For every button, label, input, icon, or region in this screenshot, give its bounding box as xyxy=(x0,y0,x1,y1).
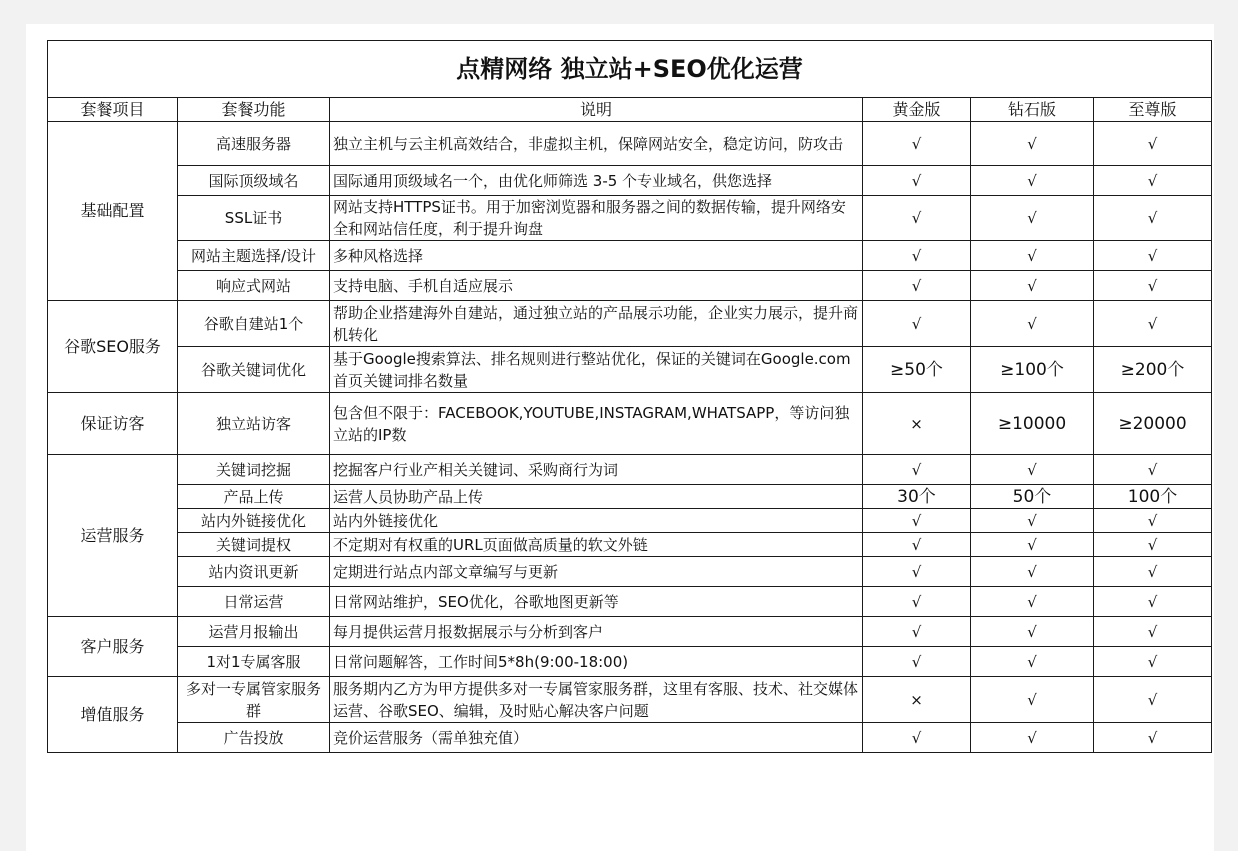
table-row xyxy=(48,241,1212,271)
feature-cell: 关键词提权 xyxy=(178,533,330,557)
table-row xyxy=(48,533,1212,557)
gold-cell: √ xyxy=(863,271,971,301)
category-basic: 基础配置 xyxy=(48,122,178,301)
header-package-feature: 套餐功能 xyxy=(178,98,330,122)
supreme-cell: √ xyxy=(1094,509,1212,533)
feature-cell: 高速服务器 xyxy=(178,122,330,166)
diamond-cell: √ xyxy=(971,122,1094,166)
diamond-cell: √ xyxy=(971,301,1094,347)
supreme-cell: √ xyxy=(1094,455,1212,485)
table-row xyxy=(48,723,1212,753)
gold-cell: √ xyxy=(863,301,971,347)
description-cell: 基于Google搜索算法、排名规则进行整站优化，保证的关键词在Google.com首页关键词排名数量 xyxy=(330,347,863,393)
table-row xyxy=(48,677,1212,723)
description-cell: 网站支持HTTPS证书。用于加密浏览器和服务器之间的数据传输，提升网络安全和网站信任度，利于提升询盘 xyxy=(330,196,863,241)
package-table xyxy=(47,40,1212,753)
header-row xyxy=(48,98,1212,122)
feature-cell: 响应式网站 xyxy=(178,271,330,301)
supreme-cell: √ xyxy=(1094,647,1212,677)
supreme-cell: √ xyxy=(1094,301,1212,347)
diamond-cell: √ xyxy=(971,557,1094,587)
gold-cell: 30个 xyxy=(863,485,971,509)
feature-cell: 站内资讯更新 xyxy=(178,557,330,587)
description-cell: 挖掘客户行业产相关关键词、采购商行为词 xyxy=(330,455,863,485)
gold-cell: √ xyxy=(863,509,971,533)
description-cell: 多种风格选择 xyxy=(330,241,863,271)
diamond-cell: √ xyxy=(971,455,1094,485)
feature-cell: 谷歌关键词优化 xyxy=(178,347,330,393)
description-cell: 不定期对有权重的URL页面做高质量的软文外链 xyxy=(330,533,863,557)
feature-cell: 国际顶级域名 xyxy=(178,166,330,196)
category-value-added: 增值服务 xyxy=(48,677,178,753)
feature-cell: 独立站访客 xyxy=(178,393,330,455)
table-row xyxy=(48,347,1212,393)
supreme-cell: √ xyxy=(1094,617,1212,647)
table-row xyxy=(48,617,1212,647)
table-row xyxy=(48,196,1212,241)
supreme-cell: ≥200个 xyxy=(1094,347,1212,393)
header-diamond: 钻石版 xyxy=(971,98,1094,122)
gold-cell: √ xyxy=(863,723,971,753)
gold-cell: √ xyxy=(863,587,971,617)
gold-cell: √ xyxy=(863,122,971,166)
diamond-cell: √ xyxy=(971,271,1094,301)
header-package-item: 套餐项目 xyxy=(48,98,178,122)
gold-cell: √ xyxy=(863,166,971,196)
table-row xyxy=(48,647,1212,677)
supreme-cell: √ xyxy=(1094,166,1212,196)
header-supreme: 至尊版 xyxy=(1094,98,1212,122)
description-cell: 服务期内乙方为甲方提供多对一专属管家服务群，这里有客服、技术、社交媒体运营、谷歌SEO、编辑，及时贴心解决客户问题 xyxy=(330,677,863,723)
supreme-cell: √ xyxy=(1094,557,1212,587)
category-customer: 客户服务 xyxy=(48,617,178,677)
diamond-cell: √ xyxy=(971,677,1094,723)
description-cell: 日常网站维护，SEO优化，谷歌地图更新等 xyxy=(330,587,863,617)
table-row xyxy=(48,301,1212,347)
supreme-cell: √ xyxy=(1094,723,1212,753)
supreme-cell: √ xyxy=(1094,122,1212,166)
description-cell: 帮助企业搭建海外自建站，通过独立站的产品展示功能，企业实力展示，提升商机转化 xyxy=(330,301,863,347)
diamond-cell: √ xyxy=(971,241,1094,271)
supreme-cell: √ xyxy=(1094,271,1212,301)
supreme-cell: √ xyxy=(1094,587,1212,617)
table-row xyxy=(48,587,1212,617)
description-cell: 每月提供运营月报数据展示与分析到客户 xyxy=(330,617,863,647)
feature-cell: 多对一专属管家服务群 xyxy=(178,677,330,723)
gold-cell: √ xyxy=(863,455,971,485)
feature-cell: 广告投放 xyxy=(178,723,330,753)
supreme-cell: √ xyxy=(1094,241,1212,271)
feature-cell: 产品上传 xyxy=(178,485,330,509)
category-visitors: 保证访客 xyxy=(48,393,178,455)
table-row xyxy=(48,122,1212,166)
gold-cell: √ xyxy=(863,196,971,241)
diamond-cell: 50个 xyxy=(971,485,1094,509)
header-gold: 黄金版 xyxy=(863,98,971,122)
feature-cell: 1对1专属客服 xyxy=(178,647,330,677)
description-cell: 站内外链接优化 xyxy=(330,509,863,533)
feature-cell: 站内外链接优化 xyxy=(178,509,330,533)
diamond-cell: ≥100个 xyxy=(971,347,1094,393)
table-row xyxy=(48,393,1212,455)
table-row xyxy=(48,455,1212,485)
feature-cell: 日常运营 xyxy=(178,587,330,617)
supreme-cell: √ xyxy=(1094,533,1212,557)
diamond-cell: ≥10000 xyxy=(971,393,1094,455)
table-row xyxy=(48,271,1212,301)
description-cell: 日常问题解答，工作时间5*8h(9:00-18:00) xyxy=(330,647,863,677)
diamond-cell: √ xyxy=(971,533,1094,557)
table-row xyxy=(48,557,1212,587)
supreme-cell: 100个 xyxy=(1094,485,1212,509)
description-cell: 独立主机与云主机高效结合，非虚拟主机，保障网站安全，稳定访问，防攻击 xyxy=(330,122,863,166)
category-ops: 运营服务 xyxy=(48,455,178,617)
category-seo: 谷歌SEO服务 xyxy=(48,301,178,393)
gold-cell: × xyxy=(863,393,971,455)
supreme-cell: ≥20000 xyxy=(1094,393,1212,455)
description-cell: 定期进行站点内部文章编写与更新 xyxy=(330,557,863,587)
gold-cell: √ xyxy=(863,557,971,587)
gold-cell: √ xyxy=(863,533,971,557)
description-cell: 支持电脑、手机自适应展示 xyxy=(330,271,863,301)
table-row xyxy=(48,166,1212,196)
diamond-cell: √ xyxy=(971,166,1094,196)
feature-cell: 关键词挖掘 xyxy=(178,455,330,485)
diamond-cell: √ xyxy=(971,196,1094,241)
supreme-cell: √ xyxy=(1094,677,1212,723)
gold-cell: √ xyxy=(863,647,971,677)
table-row xyxy=(48,485,1212,509)
diamond-cell: √ xyxy=(971,509,1094,533)
table-row xyxy=(48,509,1212,533)
feature-cell: 运营月报输出 xyxy=(178,617,330,647)
feature-cell: 谷歌自建站1个 xyxy=(178,301,330,347)
supreme-cell: √ xyxy=(1094,196,1212,241)
diamond-cell: √ xyxy=(971,617,1094,647)
diamond-cell: √ xyxy=(971,587,1094,617)
gold-cell: ≥50个 xyxy=(863,347,971,393)
gold-cell: √ xyxy=(863,617,971,647)
document-page xyxy=(26,24,1214,851)
description-cell: 竞价运营服务（需单独充值） xyxy=(330,723,863,753)
feature-cell: SSL证书 xyxy=(178,196,330,241)
feature-cell: 网站主题选择/设计 xyxy=(178,241,330,271)
diamond-cell: √ xyxy=(971,723,1094,753)
gold-cell: √ xyxy=(863,241,971,271)
description-cell: 包含但不限于：FACEBOOK,YOUTUBE,INSTAGRAM,WHATSAPP，等访问独立站的IP数 xyxy=(330,393,863,455)
description-cell: 运营人员协助产品上传 xyxy=(330,485,863,509)
header-description: 说明 xyxy=(330,98,863,122)
table-title: 点精网络 独立站+SEO优化运营 xyxy=(48,41,1212,98)
description-cell: 国际通用顶级域名一个，由优化师筛选 3-5 个专业域名，供您选择 xyxy=(330,166,863,196)
diamond-cell: √ xyxy=(971,647,1094,677)
gold-cell: × xyxy=(863,677,971,723)
